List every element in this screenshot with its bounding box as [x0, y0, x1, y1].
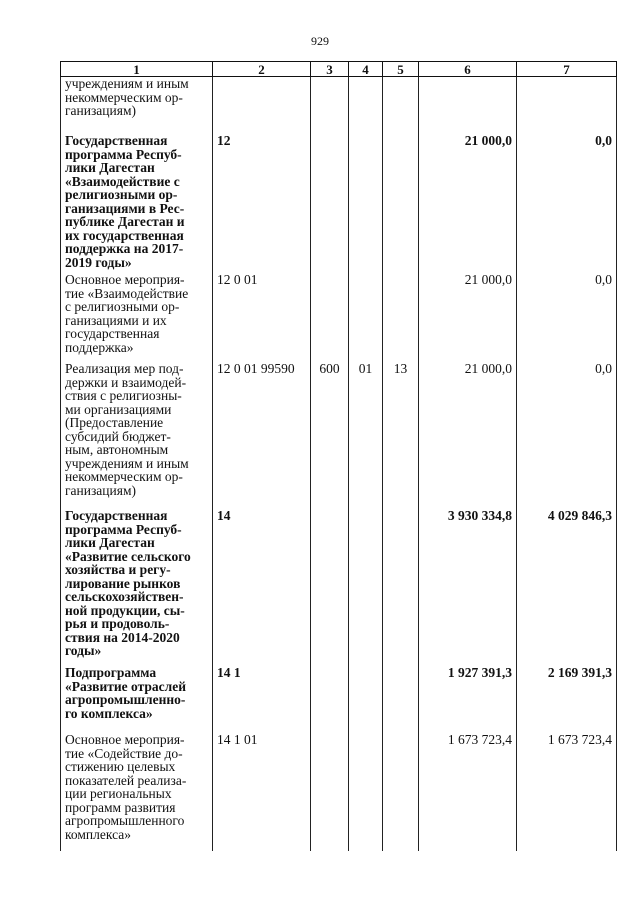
row-name-line: программа Респуб- — [65, 521, 182, 537]
table-row — [61, 508, 617, 665]
row-value-2019-cell: 4 029 846,3 — [517, 508, 617, 665]
row-code-cell: 14 — [213, 508, 311, 665]
row-name-line: ной продукции, сы- — [65, 602, 185, 618]
page-number: 929 — [311, 34, 329, 48]
table-row — [61, 732, 617, 851]
row-c5-cell: 13 — [383, 361, 419, 508]
row-name-line: ции региональных — [65, 786, 172, 801]
table-row — [61, 361, 617, 508]
row-name-line: лики Дагестан — [65, 535, 155, 550]
row-name-line: некоммерческим ор- — [65, 89, 183, 105]
row-c4-cell — [349, 77, 383, 134]
row-code-cell: 12 0 01 99590 — [213, 361, 311, 508]
row-name-line: с религиозными ор- — [65, 299, 180, 314]
row-value-2018-cell: 1 673 723,4 — [419, 732, 517, 851]
row-name-line: государственная — [65, 326, 160, 341]
row-c5-cell — [383, 77, 419, 134]
row-name-line: «Развитие сельского — [65, 548, 191, 564]
row-name-line: ганизациям) — [65, 103, 137, 118]
row-value-2019-cell: 2 169 391,3 — [517, 665, 617, 732]
table-row — [61, 77, 617, 134]
row-name-line: Основное мероприя- — [65, 272, 185, 287]
row-name-line: хозяйства и регу- — [65, 562, 171, 577]
row-name-line: субсидий бюджет- — [65, 428, 171, 444]
row-value-2018-cell: 21 000,0 — [419, 272, 517, 361]
row-name-line: тие «Содействие до- — [65, 745, 183, 761]
row-c3-cell — [311, 665, 349, 732]
table-row — [61, 133, 617, 272]
row-value-2019-cell: 0,0 — [517, 361, 617, 508]
row-code-cell: 14 1 01 — [213, 732, 311, 851]
row-name-cell — [61, 272, 213, 361]
row-code-cell: 12 — [213, 133, 311, 272]
table-row — [61, 665, 617, 732]
row-name-line: 2019 годы» — [65, 254, 132, 270]
header-col-5: 5 — [383, 62, 419, 77]
row-c3-cell — [311, 508, 349, 665]
row-value-2019-cell: 0,0 — [517, 272, 617, 361]
row-name-line: лики Дагестан — [65, 160, 155, 175]
row-name-cell — [61, 77, 213, 134]
row-c4-cell — [349, 508, 383, 665]
row-name-cell — [61, 732, 213, 851]
row-name-line: Государственная — [65, 133, 168, 148]
row-name-line: сельскохозяйствен- — [65, 589, 184, 604]
row-name-line: некоммерческим ор- — [65, 469, 183, 484]
header-col-1: 1 — [61, 62, 213, 77]
table-body — [61, 77, 617, 852]
row-c4-cell — [349, 665, 383, 732]
budget-table — [60, 61, 617, 851]
row-name-line: их государственная — [65, 227, 184, 243]
row-code-cell: 12 0 01 — [213, 272, 311, 361]
row-c5-cell — [383, 732, 419, 851]
row-code-cell: 14 1 — [213, 665, 311, 732]
header-col-7: 7 — [517, 62, 617, 77]
row-value-2018-cell: 21 000,0 — [419, 361, 517, 508]
row-name-line: рья и продоволь- — [65, 616, 170, 631]
row-name-line: лирование рынков — [65, 575, 181, 591]
row-name-line: го комплекса» — [65, 705, 153, 721]
row-c4-cell — [349, 272, 383, 361]
row-name-line: «Развитие отраслей — [65, 678, 186, 694]
row-value-2018-cell: 3 930 334,8 — [419, 508, 517, 665]
row-name-line: ствия с религиозны- — [65, 388, 182, 403]
header-row — [61, 62, 617, 77]
row-value-2018-cell — [419, 77, 517, 134]
row-c3-cell — [311, 272, 349, 361]
row-c3-cell — [311, 732, 349, 851]
row-name-line: ми организациями — [65, 401, 172, 417]
row-name-line: комплекса» — [65, 826, 131, 842]
row-name-line: учреждениям и иным — [65, 455, 189, 471]
row-value-2018-cell: 21 000,0 — [419, 133, 517, 272]
row-name-cell — [61, 508, 213, 665]
row-name-line: религиозными ор- — [65, 187, 178, 202]
row-name-line: ганизациям) — [65, 482, 137, 498]
row-name-line: ствия на 2014-2020 — [65, 629, 180, 645]
header-col-2: 2 — [213, 62, 311, 77]
row-name-cell — [61, 133, 213, 272]
row-name-line: Основное мероприя- — [65, 732, 185, 747]
row-value-2019-cell — [517, 77, 617, 134]
row-c3-cell — [311, 133, 349, 272]
row-c4-cell — [349, 732, 383, 851]
row-name-line: агропромышленно- — [65, 692, 186, 707]
row-code-cell — [213, 77, 311, 134]
row-value-2019-cell: 0,0 — [517, 133, 617, 272]
table-row — [61, 272, 617, 361]
row-c3-cell — [311, 77, 349, 134]
row-name-cell — [61, 665, 213, 732]
row-name-line: Подпрограмма — [65, 665, 157, 680]
row-name-line: публике Дагестан и — [65, 214, 185, 229]
row-name-line: «Взаимодействие с — [65, 173, 180, 189]
header-col-4: 4 — [349, 62, 383, 77]
row-value-2019-cell: 1 673 723,4 — [517, 732, 617, 851]
row-name-line: Государственная — [65, 508, 168, 523]
row-name-line: ным, автономным — [65, 442, 169, 457]
row-c4-cell: 01 — [349, 361, 383, 508]
row-name-line: держки и взаимодей- — [65, 374, 187, 390]
row-name-line: тие «Взаимодействие — [65, 285, 189, 301]
row-name-line: Реализация мер под- — [65, 361, 184, 376]
row-c3-cell: 600 — [311, 361, 349, 508]
row-name-line: стижению целевых — [65, 759, 176, 774]
row-name-line: поддержка» — [65, 339, 134, 355]
row-name-line: ганизациями и их — [65, 312, 167, 328]
header-col-6: 6 — [419, 62, 517, 77]
row-c5-cell — [383, 508, 419, 665]
header-col-3: 3 — [311, 62, 349, 77]
row-c5-cell — [383, 272, 419, 361]
row-name-line: агропромышленного — [65, 813, 185, 828]
row-name-line: (Предоставление — [65, 415, 164, 430]
row-name-line: годы» — [65, 643, 102, 658]
row-name-line: ганизациями в Рес- — [65, 200, 185, 216]
row-c5-cell — [383, 133, 419, 272]
row-name-line: учреждениям и иным — [65, 76, 189, 91]
row-name-line: показателей реализа- — [65, 772, 187, 788]
row-name-cell — [61, 361, 213, 508]
row-value-2018-cell: 1 927 391,3 — [419, 665, 517, 732]
row-c4-cell — [349, 133, 383, 272]
row-name-line: программ развития — [65, 799, 176, 815]
row-name-line: программа Респуб- — [65, 146, 182, 162]
row-name-line: поддержка на 2017- — [65, 241, 184, 256]
row-c5-cell — [383, 665, 419, 732]
